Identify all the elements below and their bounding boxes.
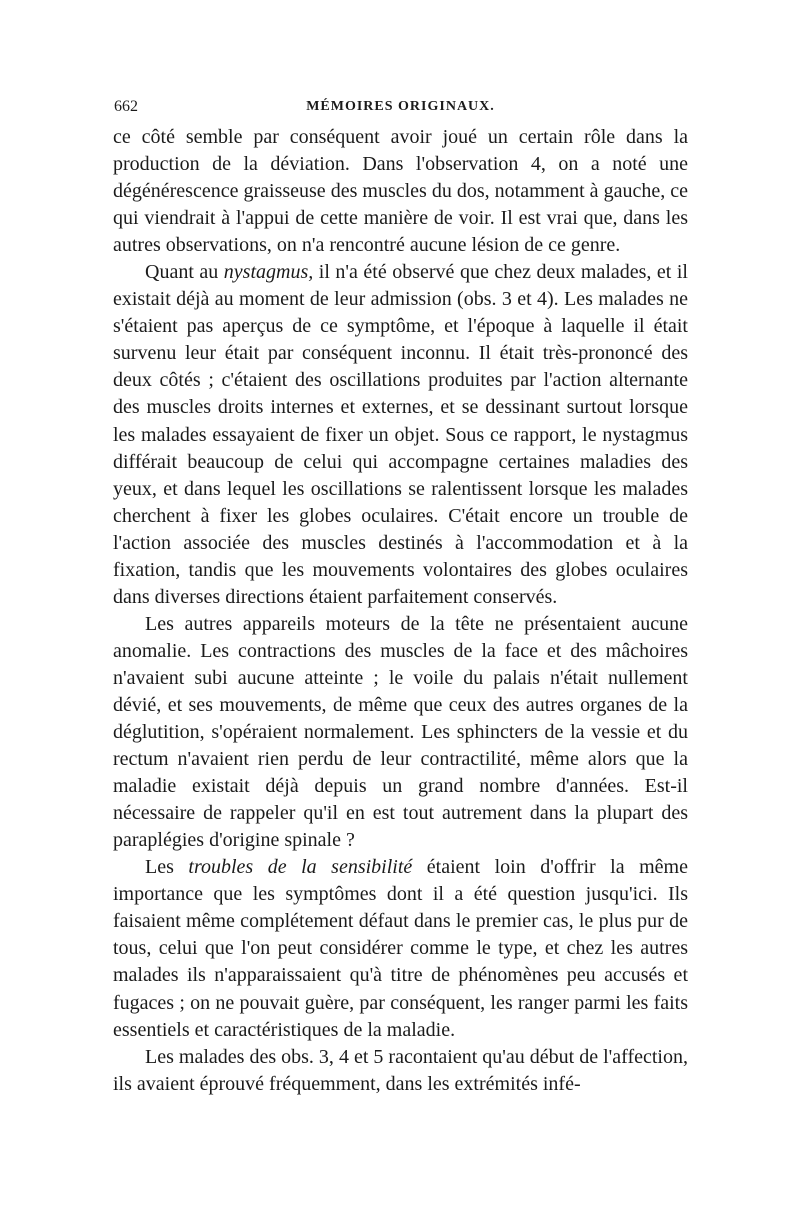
- term-nystagmus: nystagmus,: [223, 261, 314, 284]
- running-header: [113, 98, 688, 124]
- paragraph-4-text: étaient loin d'offrir la même importance que les symptômes dont il a été question jusqu'ici. Ils faisaient même complétement défaut dans le premier cas, le plus pur de tous, celui que l'on peut considérer comme le type, et chez les autres malades ils n'apparaissaient qu'à titre de phénomènes peu accusés et fugaces ; on ne pouvait guère, par conséquent, les ranger parmi les faits essentiels et caractéristiques de la maladie.: [113, 856, 688, 1041]
- page-number: 662: [114, 98, 138, 115]
- paragraph-5: Les malades des obs. 3, 4 et 5 racontaient qu'au début de l'affection, ils avaient éprouvé fréquemment, dans les extrémités infé-: [113, 1045, 688, 1095]
- paragraph-2-lead: Quant au: [145, 261, 224, 284]
- book-page: [113, 98, 688, 1098]
- body-text: [113, 124, 688, 1098]
- paragraph-4: [113, 854, 688, 1043]
- paragraph-4-lead: Les: [145, 856, 189, 879]
- running-title: MÉMOIRES ORIGINAUX.: [306, 99, 495, 114]
- paragraph-2-text: il n'a été observé que chez deux malades, et il existait déjà au moment de leur admission (obs. 3 et 4). Les malades ne s'étaient pas aperçus de ce symptôme, et l'époque à laquelle il était survenu leur était par conséquent inconnu. Il était très-prononcé des deux côtés ; c'étaient des oscillations produites par l'action alternante des muscles droits internes et externes, et se dessinant surtout lorsque les malades essayaient de fixer un objet. Sous ce rapport, le nystagmus différait beaucoup de celui qui accompagne certaines maladies des yeux, et dans lequel les oscillations se ralentissent lorsque les malades cherchent à fixer les globes oculaires. C'était encore un trouble de l'action associée des muscles destinés à l'accommodation et à la fixation, tandis que les mouvements volontaires des globes oculaires dans diverses directions étaient parfaitement conservés.: [113, 261, 688, 608]
- paragraph-3: Les autres appareils moteurs de la tête ne présentaient aucune anomalie. Les contractions des muscles de la face et des mâchoires n'avaient subi aucune atteinte ; le voile du palais n'était nullement dévié, et ses mouvements, de même que ceux des autres organes de la déglutition, s'opéraient normalement. Les sphincters de la vessie et du rectum n'avaient rien perdu de leur contractilité, même alors que la maladie existait déjà depuis un grand nombre d'années. Est-il nécessaire de rappeler qu'il en est tout autrement dans la plupart des paraplégies d'origine spinale ?: [113, 612, 688, 852]
- paragraph-2: [113, 259, 688, 611]
- paragraph-1: ce côté semble par conséquent avoir joué un certain rôle dans la production de la déviation. Dans l'observation 4, on a noté une dégénérescence graisseuse des muscles du dos, notamment à gauche, ce qui viendrait à l'appui de cette manière de voir. Il est vrai que, dans les autres observations, on n'a rencontré aucune lésion de ce genre.: [113, 126, 688, 257]
- term-troubles-sensibilite: troubles de la sensibilité: [188, 856, 413, 879]
